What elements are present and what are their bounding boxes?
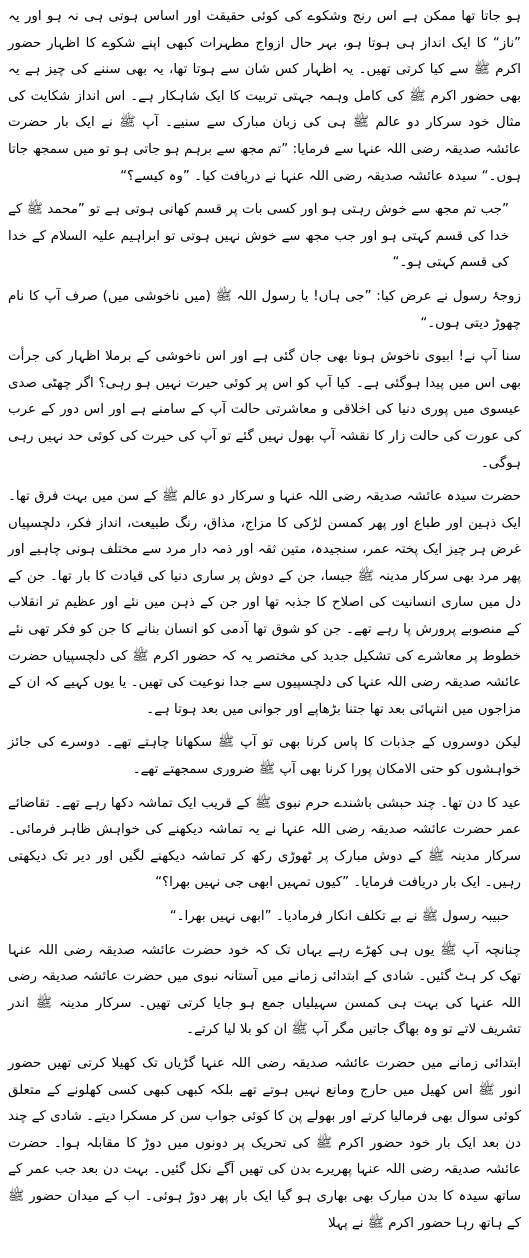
paragraph-complaint-intro: ہو جاتا تھا ممکن ہے اس رنج وشکوے کی کوئی حقیقت اور اساس ہوتی ہی نہ ہو اور یہ ”ناز“ کا ایک انداز ہی ہوتا ہو، بہر حال ازواج مطہرات کبھی اپنے شکوے کا اظہار حضور اکرم ﷺ سے کیا کرتی تھیں۔ یہ اظہار کس شان سے ہوتا تھا، یہ بھی سننے کی چیز ہے یہ بھی حضور اکرم ﷺ کی کامل وہمہ جہتی تربیت کا ایک شاہکار ہے۔ اس انداز شکایت کی مثال خود سرکار دو عالم ﷺ ہی کی زبان مبارک سے سنیے۔ آپ ﷺ نے ایک بار حضرت عائشہ صدیقہ رضی اللہ عنہا سے فرمایا: ”تم مجھ سے برہم ہو جاتی ہو تو میں سمجھ جاتا ہوں۔“ سیدہ عائشہ صدیقہ رضی اللہ عنہا نے دریافت کیا۔ ”وہ کیسے؟“ xyxy=(8,9,521,184)
paragraph-commentary: سنا آپ نے! ابیوی ناخوش ہونا بھی جان گئی ہے اور اس ناخوشی کے برملا اظہار کی جرأت بھی اس میں پیدا ہوگئی ہے۔ کیا آپ کو اس پر کوئی حیرت نہیں ہو رہی؟ اگر چھٹی صدی عیسوی میں پوری دنیا کی اخلاقی و معاشرتی حالت آپ کے سامنے ہے اور اس دور کے عرب کی عورت کی حالت زار کا نقشہ آپ بھول نہیں گئے تو آپ کی حیرت کی کوئی حد نہیں رہی ہوگی۔ xyxy=(8,349,521,471)
paragraph-respecting-feelings: لیکن دوسروں کے جذبات کا پاس کرنا بھی تو آپ ﷺ سکھانا چاہتے تھے۔ دوسرے کی جائز خواہشوں کو حتی الامکان پورا کرنا بھی آپ ﷺ ضروری سمجھتے تھے۔ xyxy=(8,735,521,778)
paragraph-wife-reply: زوجۂ رسول نے عرض کیا: ”جی ہاں! یا رسول اللہ ﷺ (میں ناخوشی میں) صرف آپ کا نام چھوڑ دیتی ہوں۔“ xyxy=(8,288,521,331)
paragraph-eid-show: عید کا دن تھا۔ چند حبشی باشندے حرم نبوی ﷺ کے قریب ایک تماشہ دکھا رہے تھے۔ تقاضائے عمر حضرت عائشہ صدیقہ رضی اللہ عنہا نے یہ تماشہ دیکھنے کی خواہش ظاہر فرمائی۔ سرکار مدینہ ﷺ کے دوش مبارک پر ٹھوڑی رکھ کر تماشہ دیکھنے لگیں اور دیر تک دیکھتی رہیں۔ ایک بار دریافت فرمایا۔ ”کیوں تمہیں ابھی جی نہیں بھرا؟“ xyxy=(8,795,521,891)
paragraph-friends: چنانچہ آپ ﷺ یوں ہی کھڑے رہے یہاں تک کہ خود حضرت عائشہ صدیقہ رضی اللہ عنہا تھک کر ہٹ گئیں۔ شادی کے ابتدائی زمانے میں آستانہ نبوی میں حضرت عائشہ صدیقہ رضی اللہ عنہا کی بہت ہی کمسن سہیلیاں جمع ہو جایا کرتی تھیں۔ سرکار مدینہ ﷺ اندر تشریف لاتے تو وہ بھاگ جاتیں مگر آپ ﷺ ان کو بلا لیا کرتے۔ xyxy=(8,942,521,1038)
paragraph-age-difference: حضرت سیدہ عائشہ صدیقہ رضی اللہ عنہا و سرکار دو عالم ﷺ کے سن میں بہت فرق تھا۔ ایک ذہین اور طباع اور پھر کمسن لڑکی کا مزاج، مذاق، رنگ طبیعت، انداز فکر، دلچسپیاں غرض ہر چیز ایک پختہ عمر، سنجیدہ، متین ثقہ اور ذمہ دار مرد سے مختلف ہونی چاہیے اور پھر مرد بھی سرکار مدینہ ﷺ جیسا، جن کے دوش پر ساری دنیا کی قیادت کا بار تھا۔ جن کے دل میں ساری انسانیت کی اصلاح کا جذبہ تھا اور جن کے ذہن میں نئے اور عظیم تر انقلاب کے منصوبے پرورش پا رہے تھے۔ جن کو شوق تھا آدمی کو انسان بنانے کا جن کو فکر تھی نئے خطوط پر معاشرے کی تشکیل جدید کی مختصر یہ کہ حضور اکرم ﷺ کی دلچسپیاں حضرت عائشہ صدیقہ رضی اللہ عنہا کی دلچسپیوں سے جدا نوعیت کی تھیں۔ یا یوں کہیے کہ ان کے مزاجوں میں انتہائی بعد تھا جتنا بڑھاپے اور جوانی میں بعد ہوتا ہے۔ xyxy=(8,489,521,717)
paragraph-not-yet-satisfied: حبیبہ رسول ﷺ نے بے تکلف انکار فرمادیا۔ ”ابھی نہیں بھرا۔“ xyxy=(169,909,509,924)
paragraph-quote-oath: ”جب تم مجھ سے خوش رہتی ہو اور کسی بات پر قسم کھانی ہوتی ہے تو ”محمد ﷺ کے خدا کی قسم کہتی ہو اور جب مجھ سے خوش نہیں ہوتی تو ابراہیم علیہ السلام کے خدا کی قسم کہتی ہو۔“ xyxy=(8,202,509,271)
paragraph-dolls-race: ابتدائی زمانے میں حضرت عائشہ صدیقہ رضی اللہ عنہا گڑیاں تک کھیلا کرتی تھیں حضور انور ﷺ اس کھیل میں حارج ومانع نہیں ہوتے تھے بلکہ کبھی کبھی کسی کھلونے کے متعلق کوئی سوال بھی فرمالیا کرتے اور بھولے پن کا کوئی جواب سن کر مسکرا دیتے۔ شادی کے چند دن بعد ایک بار خود حضور اکرم ﷺ کی تحریک پر دونوں میں دوڑ کا مقابلہ ہوا۔ حضرت عائشہ صدیقہ رضی اللہ عنہا پھریرے بدن کی تھیں آگے نکل گئیں۔ بہت دن بعد جب عمر کے ساتھ سیدہ کا بدن مبارک بھی بھاری ہو گیا ایک بار پھر دوڑ ہوئی۔ اب کے میدان حضور ﷺ کے ہاتھ رہا حضور اکرم ﷺ نے پہلا xyxy=(8,1055,521,1231)
